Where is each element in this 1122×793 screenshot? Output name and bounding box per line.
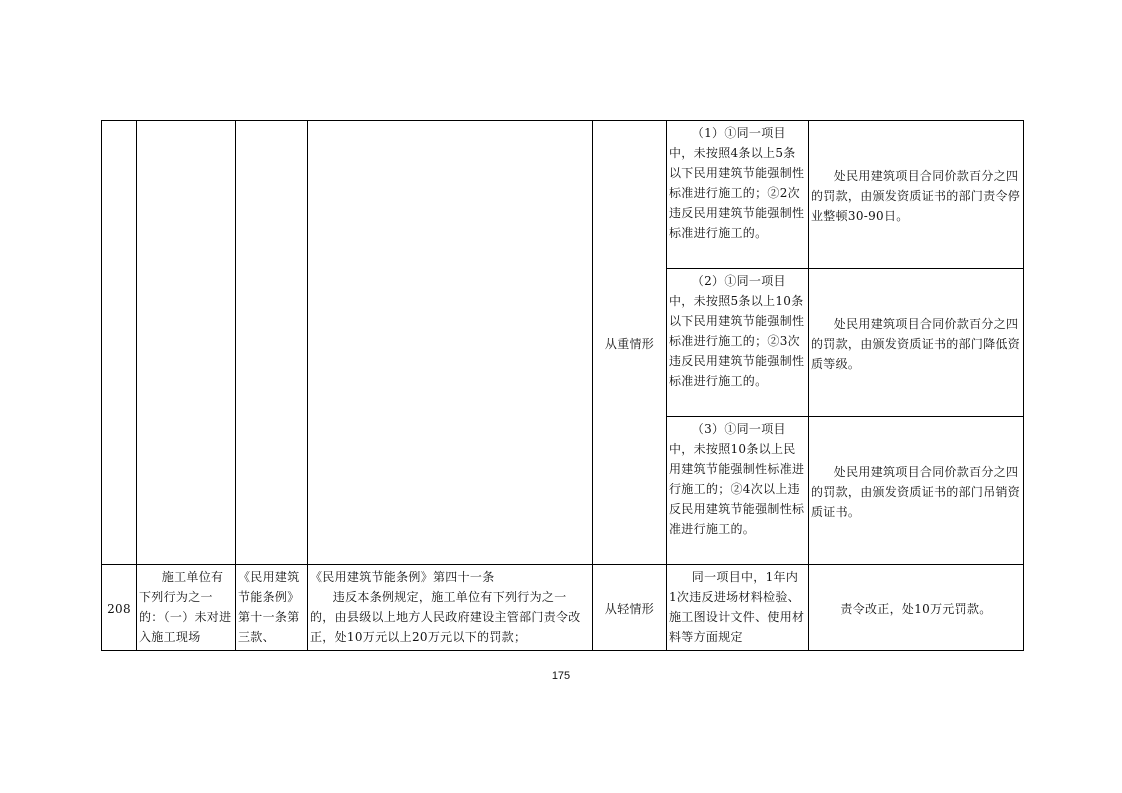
situation-cell: 从轻情形 (593, 565, 667, 651)
provision-text: 违反本条例规定，施工单位有下列行为之一的，由县级以上地方人民政府建设主管部门责令改正，处10万元以上20万元以下的罚款； (310, 590, 581, 644)
table-row (102, 565, 1024, 651)
penalty-cell: 处民用建筑项目合同价款百分之四的罚款，由颁发资质证书的部门降低资质等级。 (809, 269, 1024, 417)
table-row (102, 121, 1024, 269)
legal-basis-cell (236, 121, 308, 565)
condition-cell: （2）①同一项目中，未按照5条以上10条以下民用建筑节能强制性标准进行施工的；②3次违反民用建筑节能强制性标准进行施工的。 (667, 269, 809, 417)
situation-cell: 从重情形 (593, 121, 667, 565)
page-number: 175 (551, 670, 571, 682)
item-number-cell (102, 121, 137, 565)
provision-cell (308, 121, 593, 565)
penalty-standards-table (101, 120, 1024, 651)
provision-title: 《民用建筑节能条例》第四十一条 (310, 570, 495, 584)
condition-cell: （3）①同一项目中，未按照10条以上民用建筑节能强制性标准进行施工的；②4次以上违反民用建筑节能强制性标准进行施工的。 (667, 417, 809, 565)
provision-cell (308, 565, 593, 651)
condition-cell: （1）①同一项目中，未按照4条以上5条以下民用建筑节能强制性标准进行施工的；②2次违反民用建筑节能强制性标准进行施工的。 (667, 121, 809, 269)
behavior-cell (137, 121, 236, 565)
item-number-cell: 208 (102, 565, 137, 651)
legal-basis-cell: 《民用建筑节能条例》第十一条第三款、 (236, 565, 308, 651)
behavior-cell: 施工单位有下列行为之一的：（一）未对进入施工现场 (137, 565, 236, 651)
penalty-cell: 处民用建筑项目合同价款百分之四的罚款，由颁发资质证书的部门吊销资质证书。 (809, 417, 1024, 565)
penalty-cell: 处民用建筑项目合同价款百分之四的罚款，由颁发资质证书的部门责令停业整顿30-90日。 (809, 121, 1024, 269)
condition-cell: 同一项目中，1年内1次违反进场材料检验、施工图设计文件、使用材料等方面规定 (667, 565, 809, 651)
penalty-cell: 责令改正，处10万元罚款。 (809, 565, 1024, 651)
